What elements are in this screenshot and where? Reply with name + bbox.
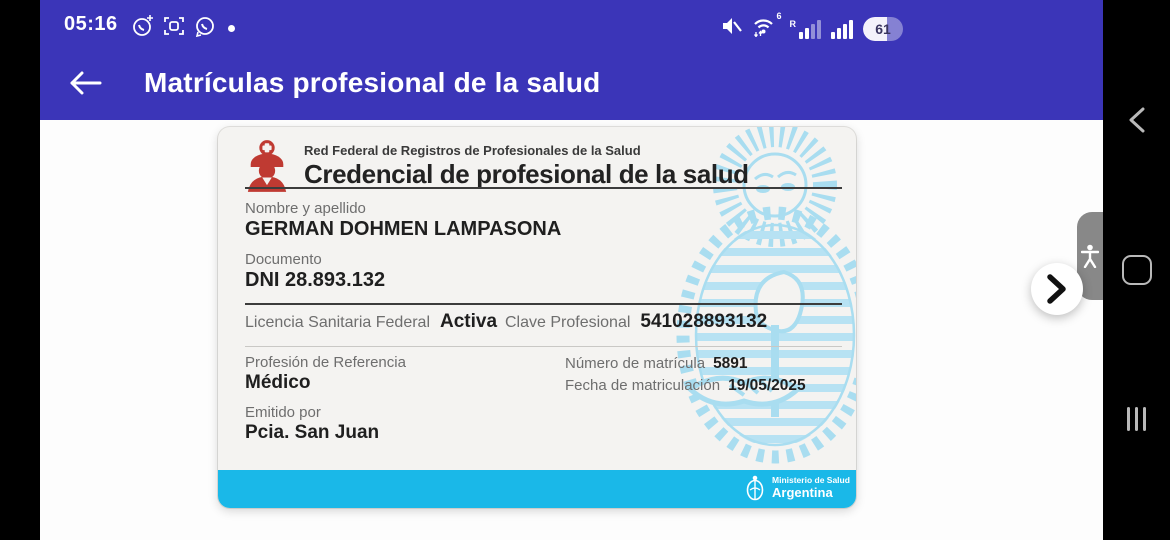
- ministry-logo: [745, 474, 850, 502]
- whatsapp-call-icon: [132, 15, 154, 42]
- app-header: [40, 0, 1103, 120]
- field-nombre: [245, 200, 561, 241]
- app-screen: [40, 0, 1103, 540]
- title-bar: [40, 52, 1103, 114]
- mute-icon: [720, 15, 742, 42]
- field-nombre-label: Nombre y apellido: [245, 200, 366, 217]
- field-matricula-value: 5891: [713, 355, 748, 372]
- back-button[interactable]: [62, 59, 110, 107]
- more-notifications-dot: [228, 25, 235, 32]
- wifi-gen-badge: 6: [776, 11, 782, 21]
- clock: 05:16: [64, 13, 118, 35]
- field-licencia-label: Licencia Sanitaria Federal: [245, 314, 430, 331]
- health-professional-icon: [244, 139, 290, 193]
- field-nombre-value: GERMAN DOHMEN LAMPASONA: [245, 217, 562, 240]
- nav-home-button[interactable]: [1103, 250, 1170, 290]
- field-emitido-value: Pcia. San Juan: [245, 421, 380, 443]
- field-profesion: [245, 354, 406, 394]
- field-licencia: [245, 311, 497, 333]
- wifi-icon: [752, 11, 782, 42]
- card-header: [244, 139, 749, 193]
- field-emitido: [245, 404, 379, 444]
- card-title: Credencial de profesional de la salud: [304, 159, 749, 189]
- battery-percent: 61: [875, 20, 891, 37]
- field-clave-value: 541028893132: [640, 311, 768, 332]
- back-arrow-icon: [69, 71, 103, 95]
- status-bar: [40, 8, 1103, 42]
- credential-card: [218, 127, 856, 508]
- header-divider: [245, 187, 842, 189]
- ministry-country: Argentina: [772, 484, 833, 500]
- field-documento: [245, 251, 385, 292]
- battery-indicator: [863, 17, 903, 41]
- field-clave-label: Clave Profesional: [505, 314, 631, 331]
- field-fecha-value: 19/05/2025: [728, 377, 806, 394]
- chevron-right-icon: [1046, 274, 1068, 304]
- sim2-signal-icon: [831, 19, 853, 39]
- field-fecha: [565, 377, 806, 395]
- ministry-crest-icon: [745, 474, 765, 502]
- nav-recents-icon: [1127, 407, 1146, 431]
- card-org-line: Red Federal de Registros de Profesionales de la Salud: [304, 143, 641, 158]
- field-documento-value: DNI 28.893.132: [245, 268, 386, 291]
- system-status-icons: [720, 11, 904, 42]
- roaming-badge: R: [789, 18, 796, 29]
- licencia-bottom-divider: [245, 346, 842, 347]
- whatsapp-icon: [194, 15, 216, 42]
- field-emitido-label: Emitido por: [245, 404, 321, 421]
- notification-icons: [132, 15, 235, 42]
- ministry-name: Ministerio de Salud: [772, 475, 850, 486]
- field-profesion-value: Médico: [245, 371, 311, 393]
- field-licencia-value: Activa: [440, 311, 498, 332]
- nav-recents-button[interactable]: [1103, 404, 1170, 434]
- nav-back-icon: [1127, 106, 1147, 134]
- field-fecha-label: Fecha de matriculación: [565, 377, 721, 394]
- field-matricula: [565, 355, 748, 373]
- field-profesion-label: Profesión de Referencia: [245, 354, 406, 371]
- screenshot-icon: [163, 15, 185, 42]
- field-documento-label: Documento: [245, 251, 322, 268]
- licencia-top-divider: [245, 303, 842, 305]
- navigation-bar: [1103, 0, 1170, 540]
- field-matricula-label: Número de matrícula: [565, 355, 706, 372]
- accessibility-icon: [1081, 244, 1099, 268]
- card-footer: [218, 470, 856, 508]
- sim1-signal-icon: [790, 19, 822, 39]
- next-card-button[interactable]: [1031, 263, 1083, 315]
- page-title: Matrículas profesional de la salud: [144, 67, 601, 98]
- nav-home-icon: [1122, 255, 1152, 285]
- field-clave: [505, 311, 767, 333]
- nav-back-button[interactable]: [1103, 98, 1170, 142]
